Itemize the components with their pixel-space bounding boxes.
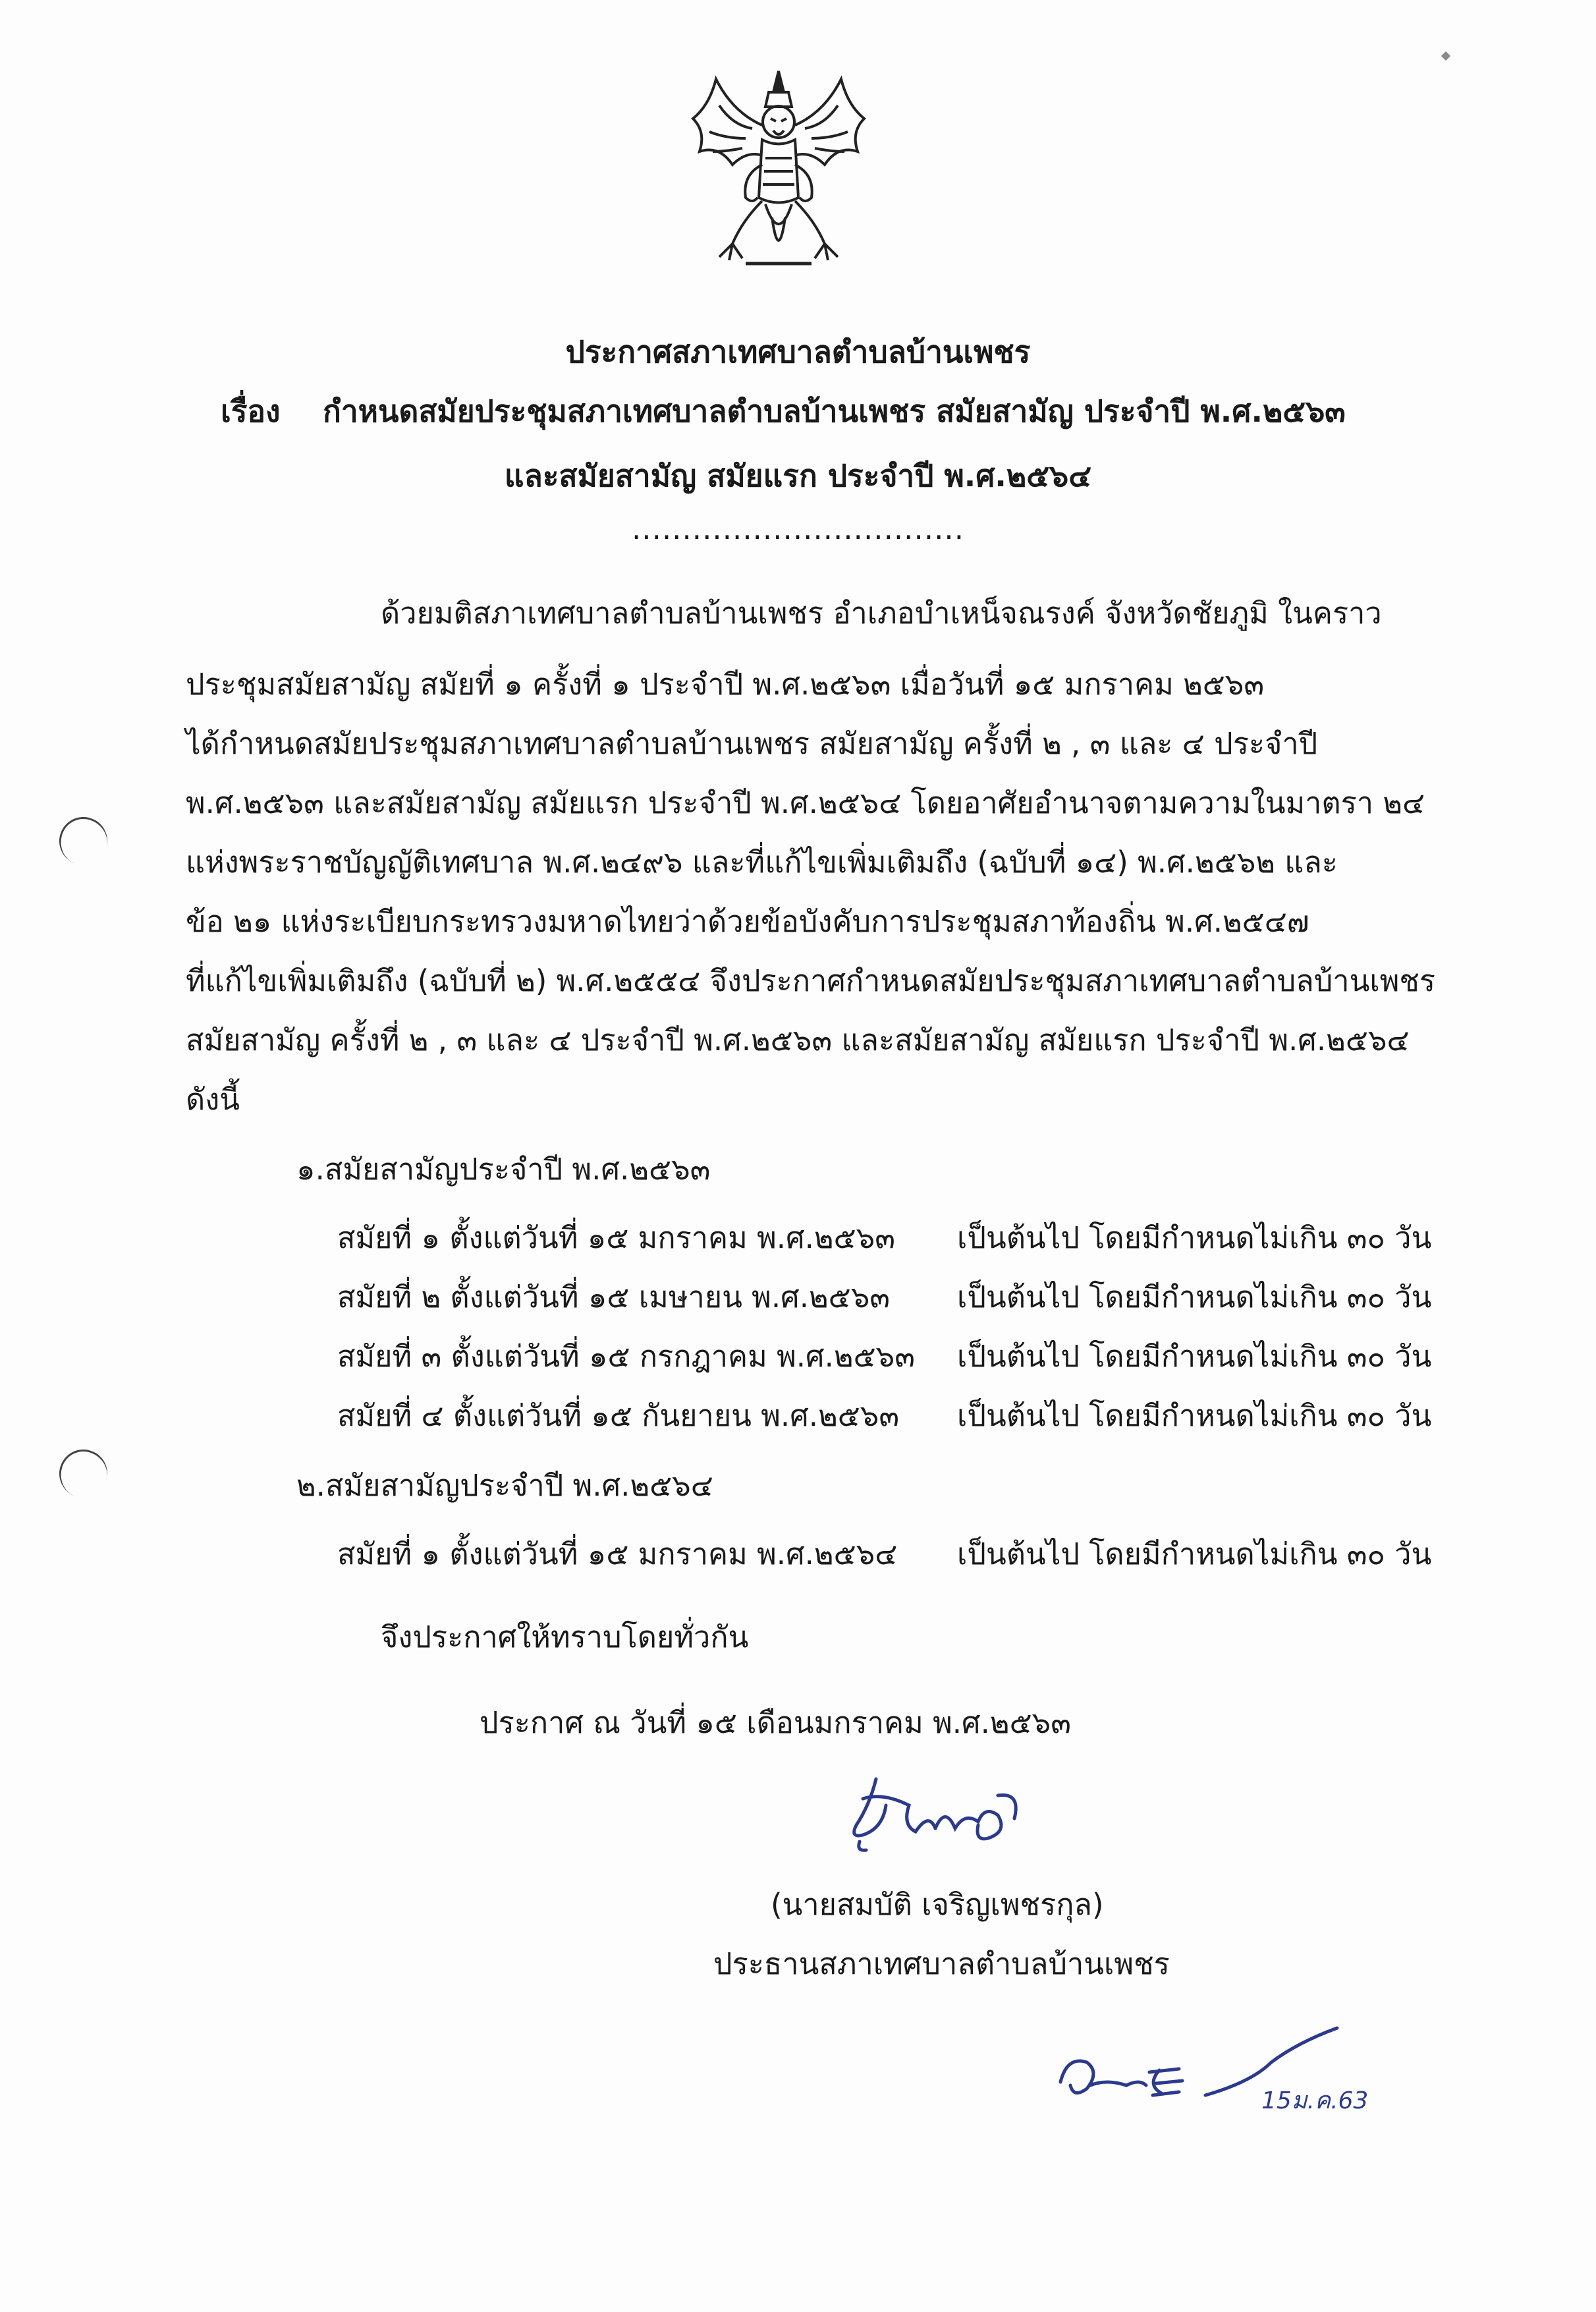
paragraph-line: พ.ศ.๒๕๖๓ และสมัยสามัญ สมัยแรก ประจำปี พ.ศ.๒๕๖๔ โดยอาศัยอำนาจตามความในมาตรา ๒๔ (186, 785, 1425, 820)
session-note: เป็นต้นไป โดยมีกำหนดไม่เกิน ๓๐ วัน (957, 1280, 1432, 1314)
closing-announcement: จึงประกาศให้ทราบโดยทั่วกัน (381, 1620, 749, 1654)
session-note: เป็นต้นไป โดยมีกำหนดไม่เกิน ๓๐ วัน (957, 1537, 1432, 1571)
initials-mark (1047, 2023, 1383, 2128)
paragraph-line: ข้อ ๒๑ แห่งระเบียบกระทรวงมหาดไทยว่าด้วยข้อบังคับการประชุมสภาท้องถิ่น พ.ศ.๒๕๔๗ (186, 904, 1309, 939)
paragraph-line: ได้กำหนดสมัยประชุมสภาเทศบาลตำบลบ้านเพชร สมัยสามัญ ครั้งที่ ๒ , ๓ และ ๔ ประจำปี (186, 726, 1318, 761)
paragraph-line: ประชุมสมัยสามัญ สมัยที่ ๑ ครั้งที่ ๑ ประจำปี พ.ศ.๒๕๖๓ เมื่อวันที่ ๑๕ มกราคม ๒๕๖๓ (186, 667, 1265, 702)
paragraph-line: สมัยสามัญ ครั้งที่ ๒ , ๓ และ ๔ ประจำปี พ.ศ.๒๕๖๓ และสมัยสามัญ สมัยแรก ประจำปี พ.ศ.๒๕๖๔ (186, 1023, 1410, 1057)
schedule-heading-2563: ๑.สมัยสามัญประจำปี พ.ศ.๒๕๖๓ (296, 1152, 711, 1187)
paragraph-line: ด้วยมติสภาเทศบาลตำบลบ้านเพชร อำเภอบำเหน็จณรงค์ จังหวัดชัยภูมิ ในคราว (381, 596, 1382, 631)
session-date: สมัยที่ ๑ ตั้งแต่วันที่ ๑๕ มกราคม พ.ศ.๒๕๖๔ (337, 1537, 898, 1571)
garuda-emblem-icon (680, 66, 877, 277)
session-date: สมัยที่ ๔ ตั้งแต่วันที่ ๑๕ กันยายน พ.ศ.๒๕๖๓ (337, 1398, 900, 1433)
signatory-position: ประธานสภาเทศบาลตำบลบ้านเพชร (713, 1946, 1170, 1981)
schedule-heading-2564: ๒.สมัยสามัญประจำปี พ.ศ.๒๕๖๔ (296, 1468, 713, 1503)
initials-date-note: 15ม.ค.63 (1261, 2087, 1369, 2114)
paragraph-line: ที่แก้ไขเพิ่มเติมถึง (ฉบับที่ ๒) พ.ศ.๒๕๕๔ จึงประกาศกำหนดสมัยประชุมสภาเทศบาลตำบลบ้านเพชร (186, 963, 1436, 998)
hole-punch-mark (53, 1443, 115, 1505)
subject-line-2: และสมัยสามัญ สมัยแรก ประจำปี พ.ศ.๒๕๖๔ (504, 458, 1092, 493)
session-date: สมัยที่ ๑ ตั้งแต่วันที่ ๑๕ มกราคม พ.ศ.๒๕๖๓ (337, 1220, 895, 1255)
paragraph-line: แห่งพระราชบัญญัติเทศบาล พ.ศ.๒๔๙๖ และที่แก้ไขเพิ่มเติมถึง (ฉบับที่ ๑๔) พ.ศ.๒๕๖๒ และ (186, 845, 1338, 880)
announcement-title: ประกาศสภาเทศบาลตำบลบ้านเพชร (565, 334, 1031, 370)
dotted-rule: ................................. (631, 511, 965, 546)
paragraph-line: ดังนี้ (186, 1082, 240, 1117)
closing-date-line: ประกาศ ณ วันที่ ๑๕ เดือนมกราคม พ.ศ.๒๕๖๓ (480, 1705, 1071, 1740)
session-note: เป็นต้นไป โดยมีกำหนดไม่เกิน ๓๐ วัน (957, 1339, 1432, 1374)
hole-punch-mark (53, 810, 115, 872)
scan-speck (1441, 51, 1450, 61)
session-note: เป็นต้นไป โดยมีกำหนดไม่เกิน ๓๐ วัน (957, 1220, 1432, 1255)
session-date: สมัยที่ ๓ ตั้งแต่วันที่ ๑๕ กรกฎาคม พ.ศ.๒๕๖๓ (337, 1339, 915, 1374)
signatory-name: (นายสมบัติ เจริญเพชรกุล) (771, 1887, 1104, 1922)
subject-line-1: กำหนดสมัยประชุมสภาเทศบาลตำบลบ้านเพชร สมัยสามัญ ประจำปี พ.ศ.๒๕๖๓ (323, 393, 1346, 429)
subject-label: เรื่อง (221, 393, 281, 429)
handwritten-signature (837, 1766, 1034, 1858)
session-date: สมัยที่ ๒ ตั้งแต่วันที่ ๑๕ เมษายน พ.ศ.๒๕๖๓ (337, 1280, 891, 1314)
session-note: เป็นต้นไป โดยมีกำหนดไม่เกิน ๓๐ วัน (957, 1398, 1432, 1433)
